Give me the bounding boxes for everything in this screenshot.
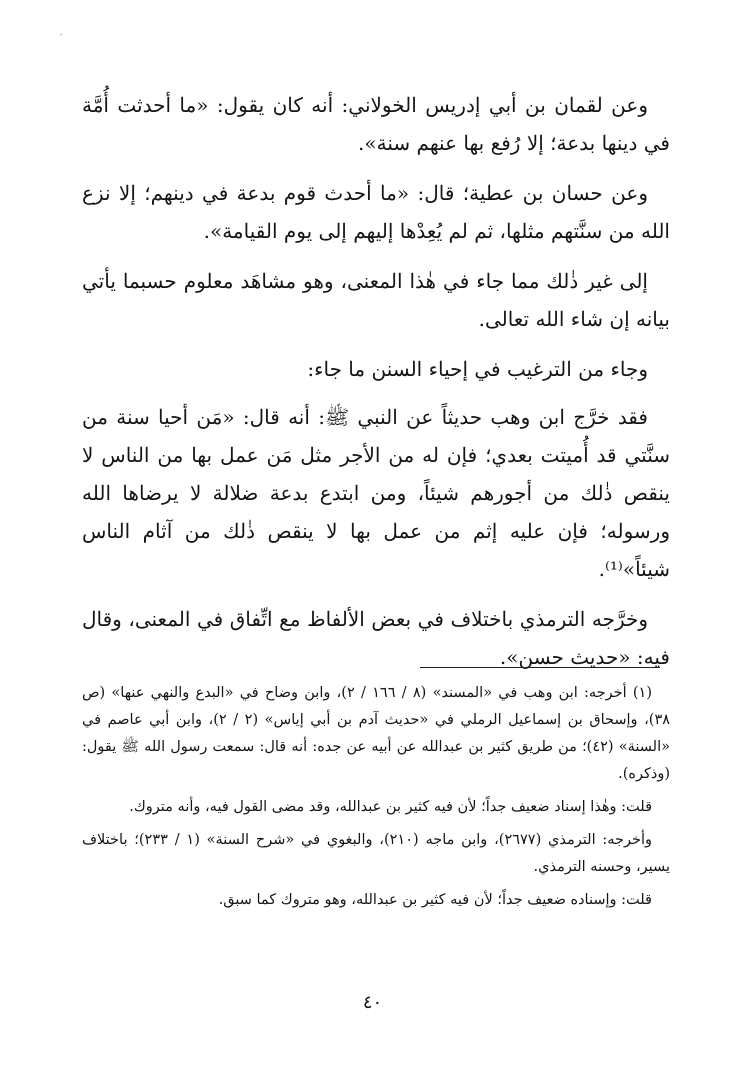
paragraph-other-narrations: إلى غير ذٰلك مما جاء في هٰذا المعنى، وهو مشاهَد معلوم حسبما يأتي بيانه إن شاء الله تعالى. (82, 269, 670, 331)
footnote-1: (١) أخرجه: ابن وهب في «المسند» (٨ / ١٦٦ / ٢)، وابن وضاح في «البدع والنهي عنها» (ص ٣٨)، وإسحاق بن إسماعيل الرملي في «حديث آدم بن أبي إياس» (٢ / ٢)، وابن أبي عاصم في «السنة» (٤٢)؛ من طريق كثير بن عبدالله عن أبيه عن جده: أنه قال: سمعت رسول الله ﷺ يقول: (وذكره). (82, 685, 671, 782)
footnote-comment-2: قلت: وإسناده ضعيف جداً؛ لأن فيه كثير بن عبدالله، وهو متروك كما سبق. (218, 892, 652, 908)
footnote-separator (420, 667, 660, 668)
paragraph-tirmidhi: وخرَّجه الترمذي باختلاف في بعض الألفاظ مع اتِّفاق في المعنى، وقال فيه: «حديث حسن». (82, 607, 670, 669)
main-text (82, 86, 670, 688)
paragraph-hassan: وعن حسان بن عطية؛ قال: «ما أحدث قوم بدعة في دينهم؛ إلا نزع الله من سنَّتهم مثلها، ثم لم يُعِدْها إليهم إلى يوم القيامة». (82, 181, 670, 243)
paragraph-ibn-wahb-hadith: فقد خرَّج ابن وهب حديثاً عن النبي ﷺ: أنه قال: «مَن أحيا سنة من سنَّتي قد أُميتت بعدي؛ فإن له من الأجر مثل مَن عمل بها من الناس لا ينقص ذٰلك من أجورهم شيئاً، ومن ابتدع بدعة ضلالة لا يرضاها الله ورسوله؛ فإن عليه إثم من عمل بها لا ينقص ذٰلك من آثام الناس شيئاً»⁽¹⁾. (82, 405, 670, 581)
footnote-comment-1: قلت: وهٰذا إسناد ضعيف جداً؛ لأن فيه كثير بن عبدالله، وقد مضى القول فيه، وأنه متروك. (129, 799, 652, 815)
paragraph-encouragement-intro: وجاء من الترغيب في إحياء السنن ما جاء: (307, 357, 648, 381)
paragraph-luqman: وعن لقمان بن أبي إدريس الخولاني: أنه كان يقول: «ما أحدثت أُمَّة في دينها بدعة؛ إلا رُفع بها عنهم سنة». (82, 93, 670, 155)
footnote-tirmidhi-source: وأخرجه: الترمذي (٢٦٧٧)، وابن ماجه (٢١٠)، والبغوي في «شرح السنة» (١ / ٢٣٣)؛ باختلاف يسير، وحسنه الترمذي. (82, 832, 670, 875)
footnotes (82, 680, 670, 920)
scan-speck: ´ (58, 34, 63, 45)
page-number: ٤٠ (362, 992, 383, 1013)
